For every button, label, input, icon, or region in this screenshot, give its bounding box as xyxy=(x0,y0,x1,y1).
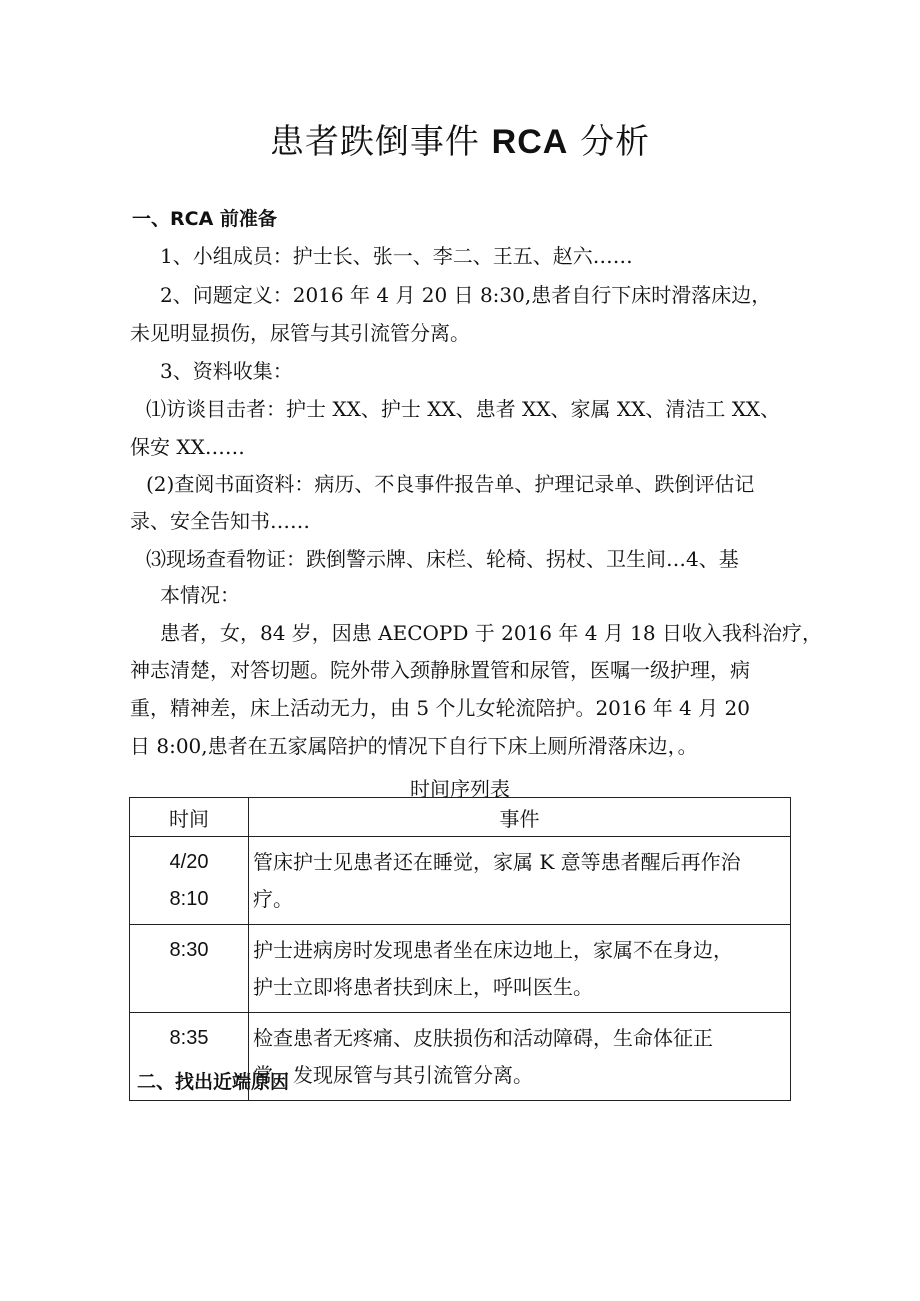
table-row xyxy=(130,925,791,1013)
row-time-clock: 8:30 xyxy=(169,939,209,961)
title-suffix: 分析 xyxy=(568,122,651,162)
row-time-date: 4/20 xyxy=(169,851,209,873)
row-time xyxy=(130,837,249,925)
row-event-line-1: 检查患者无疼痛、皮肤损伤和活动障碍，生命体征正 xyxy=(253,1026,713,1050)
section1-heading: 一、RCA 前准备 xyxy=(132,208,277,230)
row-event xyxy=(249,925,791,1013)
section2-heading: 二、找出近端原因 xyxy=(137,1071,290,1093)
header-time: 时间 xyxy=(130,798,249,837)
row-time xyxy=(130,925,249,1013)
item-data-collection: 3、资料收集： xyxy=(160,359,293,383)
row-event-line-1: 护士进病房时发现患者坐在床边地上，家属不在身边， xyxy=(253,938,733,962)
table-header-row xyxy=(130,798,791,837)
title-prefix: 患者跌倒事件 xyxy=(269,122,492,162)
sub-documents: (2)查阅书面资料：病历、不良事件报告单、护理记录单、跌倒评估记 xyxy=(146,472,755,496)
row-time-clock: 8:35 xyxy=(169,1027,209,1049)
row-event-line-2: 常。发现尿管与其引流管分离。 xyxy=(253,1063,533,1087)
sub-evidence: ⑶现场查看物证：跌倒警示牌、床栏、轮椅、拐杖、卫生间…4、基 xyxy=(146,547,739,571)
sub-interview: ⑴访谈目击者：护士 XX、护士 XX、患者 XX、家属 XX、清洁工 XX、 xyxy=(146,397,781,421)
sub-documents-cont: 录、安全告知书…… xyxy=(130,509,310,533)
basic-info-line-2: 神志清楚，对答切题。院外带入颈静脉置管和尿管，医嘱一级护理，病 xyxy=(130,658,750,682)
item-team-members: 1、小组成员：护士长、张一、李二、王五、赵六…… xyxy=(160,244,633,268)
table-caption: 时间序列表 xyxy=(410,777,510,801)
sub-evidence-cont: 本情况： xyxy=(160,583,240,607)
basic-info-line-1: 患者，女，84 岁，因患 AECOPD 于 2016 年 4 月 18 日收入我科治疗， xyxy=(160,621,822,645)
header-event: 事件 xyxy=(249,798,791,837)
item-problem-definition: 2、问题定义：2016 年 4 月 20 日 8:30,患者自行下床时滑落床边， xyxy=(160,283,772,307)
table-row xyxy=(130,837,791,925)
row-event xyxy=(249,837,791,925)
page-title xyxy=(0,114,920,163)
row-event-line-1: 管床护士见患者还在睡觉，家属 K 意等患者醒后再作治 xyxy=(253,850,741,874)
item-problem-definition-cont: 未见明显损伤，尿管与其引流管分离。 xyxy=(130,321,470,345)
row-time-clock: 8:10 xyxy=(169,888,209,910)
title-rca: RCA xyxy=(491,123,569,161)
basic-info-line-3: 重，精神差，床上活动无力，由 5 个儿女轮流陪护。2016 年 4 月 20 xyxy=(130,696,750,720)
basic-info-line-4: 日 8:00,患者在五家属陪护的情况下自行下床上厕所滑落床边，。 xyxy=(130,734,698,758)
timeline-table xyxy=(129,797,791,1101)
row-event xyxy=(249,1013,791,1101)
sub-interview-cont: 保安 XX…… xyxy=(130,435,245,459)
row-event-line-2: 护士立即将患者扶到床上，呼叫医生。 xyxy=(253,975,593,999)
row-event-line-2: 疗。 xyxy=(253,887,293,911)
